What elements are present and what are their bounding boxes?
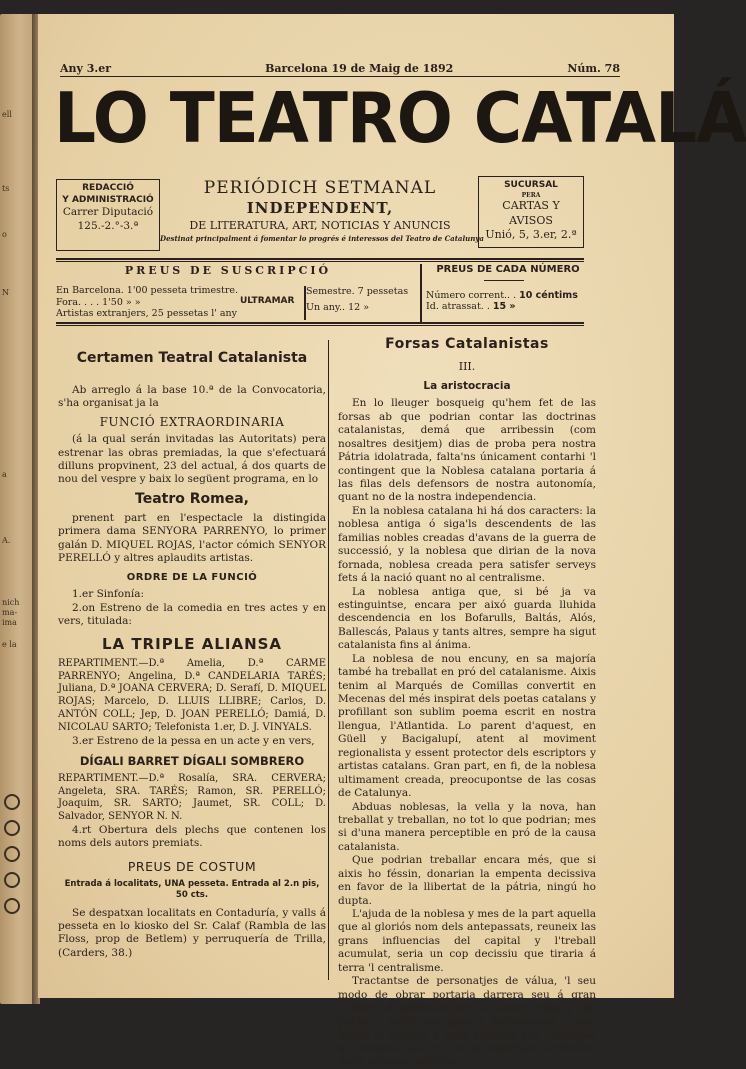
subscription-line: En Barcelona. 1'00 pesseta trimestre. [56, 285, 239, 296]
subscription-line: Artistas extranjers, 25 pessetas l' any [56, 308, 238, 320]
masthead-title: LO TEATRO CATALÁ [54, 78, 746, 159]
ornament-icon [4, 846, 20, 862]
section-heading: Teatro Romea, [135, 490, 249, 507]
divider [56, 261, 584, 262]
paragraph: Ab arreglo á la base 10.ª de la Convocatoria, s'ha organisat ja la [58, 383, 326, 410]
section-heading: FUNCIÓ EXTRAORDINARIA [99, 414, 285, 429]
left-page-fragment: a [2, 470, 7, 479]
column-divider [328, 340, 329, 980]
sucursal-line: Unió, 5, 3.er, 2.ª [485, 228, 577, 242]
ultramar-line: Un any.. 12 » [306, 302, 370, 314]
ornament-icon [4, 794, 20, 810]
divider [56, 322, 584, 324]
article-subtitle: La aristocracia [423, 379, 511, 392]
ornament-icon [4, 820, 20, 836]
redaccio-line: REDACCIÓ [82, 183, 134, 193]
paragraph: La noblesa de nou encuny, en sa majoría també ha treballat en pró del catalanisme. Aixis tenim al Marqués de Comillas convertit en Mecenas del més inspirat dels poetas catalans y profillant son sublim poema escrit en nostra llengua, l'Atlantida. Lo parent d'aquest, en Güell y Bacigalupí, atent al moviment regionalista y essent protector dels escriptors y artistas catalans. Gran part, en fi, de la noblesa ultimament creada, preocupontse de las cosas de Catalunya. [338, 652, 596, 800]
sucursal-line: SUCURSAL [504, 180, 558, 190]
redaccio-line: Carrer Diputació [62, 206, 154, 219]
ornament-icon [4, 898, 20, 914]
price-label: Número corrent.. . [426, 290, 517, 301]
entry-prices: Entrada á localitats, UNA pesseta. Entrada al 2.n pis, 50 cts. [64, 878, 320, 900]
ultramar-line: Semestre. 7 pessetas [306, 286, 409, 297]
ultramar-rates [306, 284, 408, 316]
divider [56, 325, 584, 326]
left-page-fragment: e la [2, 640, 17, 649]
left-page-fragment: A. [2, 536, 11, 545]
price-value: 10 céntims [519, 290, 578, 301]
program-item: 4.rt Obertura dels plechs que contenen los noms dels autors premiats. [58, 823, 326, 850]
paragraph: En la noblesa catalana hi há dos caracters: la noblesa antiga ó siga'ls descendents de las familias nobles creadas d'avans de la guerra de successió, y la noblesa que dirian de la nova fornada, noblesa creada pera satisfer serveys fets á la nació quant no al centralisme. [338, 504, 596, 585]
redaccio-line: 125.-2.°-3.ª [77, 220, 139, 233]
price-label: Id. atrassat. . [426, 301, 490, 313]
section-heading: PREUS DE COSTUM [127, 858, 257, 874]
paragraph: L'ajuda de la noblesa y mes de la part aquella que al gloriós nom dels antepassats, reuneix las grans influencias del capital y l'treball acumulat, seria un cop decissiu que tiraria á terra 'l centralisme. [338, 908, 596, 974]
newspaper-page [38, 14, 746, 1068]
ornament-rule [484, 280, 524, 281]
paragraph: Que podrian treballar encara més, que si aixis ho féssin, donarian la empenta decissiva en favor de la llibertat de la pátria, ningú ho dupta. [338, 854, 596, 907]
program-item: 3.er Estreno de la pessa en un acte y en vers, [72, 734, 315, 747]
paragraph: En lo lleuger bosqueig qu'hem fet de las forsas ab que podrian contar las doctrinas catalanistas, demá que arribessin (com nosaltres desitjem) dias de proba pera nostra Pátria idolatrada, falta'ns únicament contarhi 'l contingent que la Noblesa catalana portaria á las filas dels defensors de nostra autonomía, quant no de la nostra independencia. [338, 397, 596, 504]
left-page-fragment: ma- [2, 608, 18, 617]
year-label: Any 3.er [60, 62, 112, 75]
paragraph: prenent part en l'espectacle la distingida primera dama SENYORA PARRENYO, lo primer galán D. MIQUEL ROJAS, l'actor cómich SENYOR PERELLÓ y altres aplaudits artistas. [58, 511, 326, 565]
left-column [58, 350, 326, 960]
play-title: LA TRIPLE ALIANSA [101, 634, 283, 653]
price-per-issue [426, 290, 594, 313]
subtitle-line: DE LITERATURA, ART, NOTICIAS Y ANUNCIS [189, 219, 451, 232]
left-page-fragment: nich [2, 598, 20, 607]
paragraph: La noblesa antiga que, si bé ja va estinguintse, encara per aixó guarda lluhida descendencia en los Bofarulls, Baltás, Alós, Ballescás, Palaus y tants altres, sempre ha sigut catalanista fins al ánima. [338, 585, 596, 652]
play-title: DÍGALI BARRET DÍGALI SOMBRERO [79, 754, 305, 769]
program-item: 2.on Estreno de la comedia en tres actes y en vers, titulada: [58, 601, 326, 628]
cast-list: REPARTIMENT.—D.ª Amelia, D.ª CARME PARRENYO; Angelina, D.ª CANDELARIA TARÉS; Juliana, D.ª JOANA CERVERA; D. Serafí, D. MIQUEL ROJAS; Marcelo, D. LLUIS LLIBRE; Carlos, D. ANTÓN COLL; Jep, D. JOAN PERELLÓ; Damiá, D. NICOLAU SARTO; Telefonista 1.er, D. J. VINYALS. [58, 657, 326, 733]
subtitle-block [160, 178, 484, 243]
redaccio-line: Y ADMINISTRACIÓ [62, 194, 154, 205]
dateline [60, 62, 620, 77]
ornament-icon [4, 872, 20, 888]
article-title: Forsas Catalanistas [385, 336, 549, 352]
price-value: 15 » [492, 301, 516, 313]
divider [420, 264, 422, 322]
subscription-rates [56, 285, 256, 320]
date-label: Barcelona 19 de Maig de 1892 [265, 62, 454, 75]
subtitle-line: Destinat principalment á fomentar lo progrés é interessos del Teatro de Catalunya [160, 234, 484, 243]
paragraph: Abduas noblesas, la vella y la nova, han treballat y treballan, no tot lo que podrian; mes si d'una manera perceptible en pró de la causa catalanista. [338, 800, 596, 853]
sucursal-line: CARTAS Y AVISOS [502, 199, 560, 227]
ultramar-label: ULTRAMAR [240, 296, 295, 306]
section-heading: ORDRE DE LA FUNCIÓ [126, 571, 258, 583]
subtitle-line: PERIÓDICH SETMANAL [203, 178, 437, 198]
paragraph: (á la qual serán invitadas las Autoritats) pera estrenar las obras premiadas, la que s'efectuará dilluns propvinent, 23 del actual, á dos quarts de nou del vespre y baix lo següent programa, en lo [58, 433, 326, 486]
subscription-title: PREUS DE SUSCRIPCIÓ [124, 264, 332, 277]
price-per-issue-title: PREUS DE CADA NÚMERO [436, 264, 580, 275]
paragraph: Tractantse de personatjes de válua, 'l seu modo de obrar portaria darrera seu á gran número d'individuos de la classe mitja y del poble, y seria mes gran l' entussiasme y mes ferma la corrent á cada adhesió; per l'exemple que donaria, que no per la importancia efectiva de la persona adherida, [338, 975, 596, 1068]
cast-list: REPARTIMENT.—D.ª Rosalía, SRA. CERVERA; Angeleta, SRA. TARÉS; Ramon, SR. PERELLÓ; Joaquim, SR. SARTO; Jaumet, SR. COLL; D. Salvador, SENYOR N. N. [58, 772, 326, 823]
subtitle-line: INDEPENDENT, [246, 199, 394, 217]
article-part: III. [458, 359, 476, 373]
article-title: Certamen Teatral Catalanista [76, 350, 308, 366]
divider [56, 258, 584, 260]
left-page-fragment: ts [2, 184, 10, 193]
left-page-fragment: ima [2, 618, 17, 627]
right-column [338, 336, 596, 1069]
left-page-fragment: ell [2, 110, 12, 119]
paragraph: Se despatxan localitats en Contaduría, y valls á pesseta en lo kiosko del Sr. Calaf (Rambla de las Floss, prop de Betlem) y perruquería de Trilla, (Carders, 38.) [58, 906, 326, 959]
sucursal-line: PERA [521, 191, 541, 199]
redaccio-box [56, 179, 160, 251]
adjacent-page-edge [0, 14, 32, 1004]
program-item: 1.er Sinfonía: [72, 588, 145, 601]
left-page-fragment: N [2, 288, 9, 297]
subscription-line: Fora. . . . 1'50 » » [56, 296, 141, 308]
left-page-fragment: o [2, 230, 7, 239]
issue-number: Núm. 78 [567, 62, 620, 75]
sucursal-box [478, 176, 584, 248]
